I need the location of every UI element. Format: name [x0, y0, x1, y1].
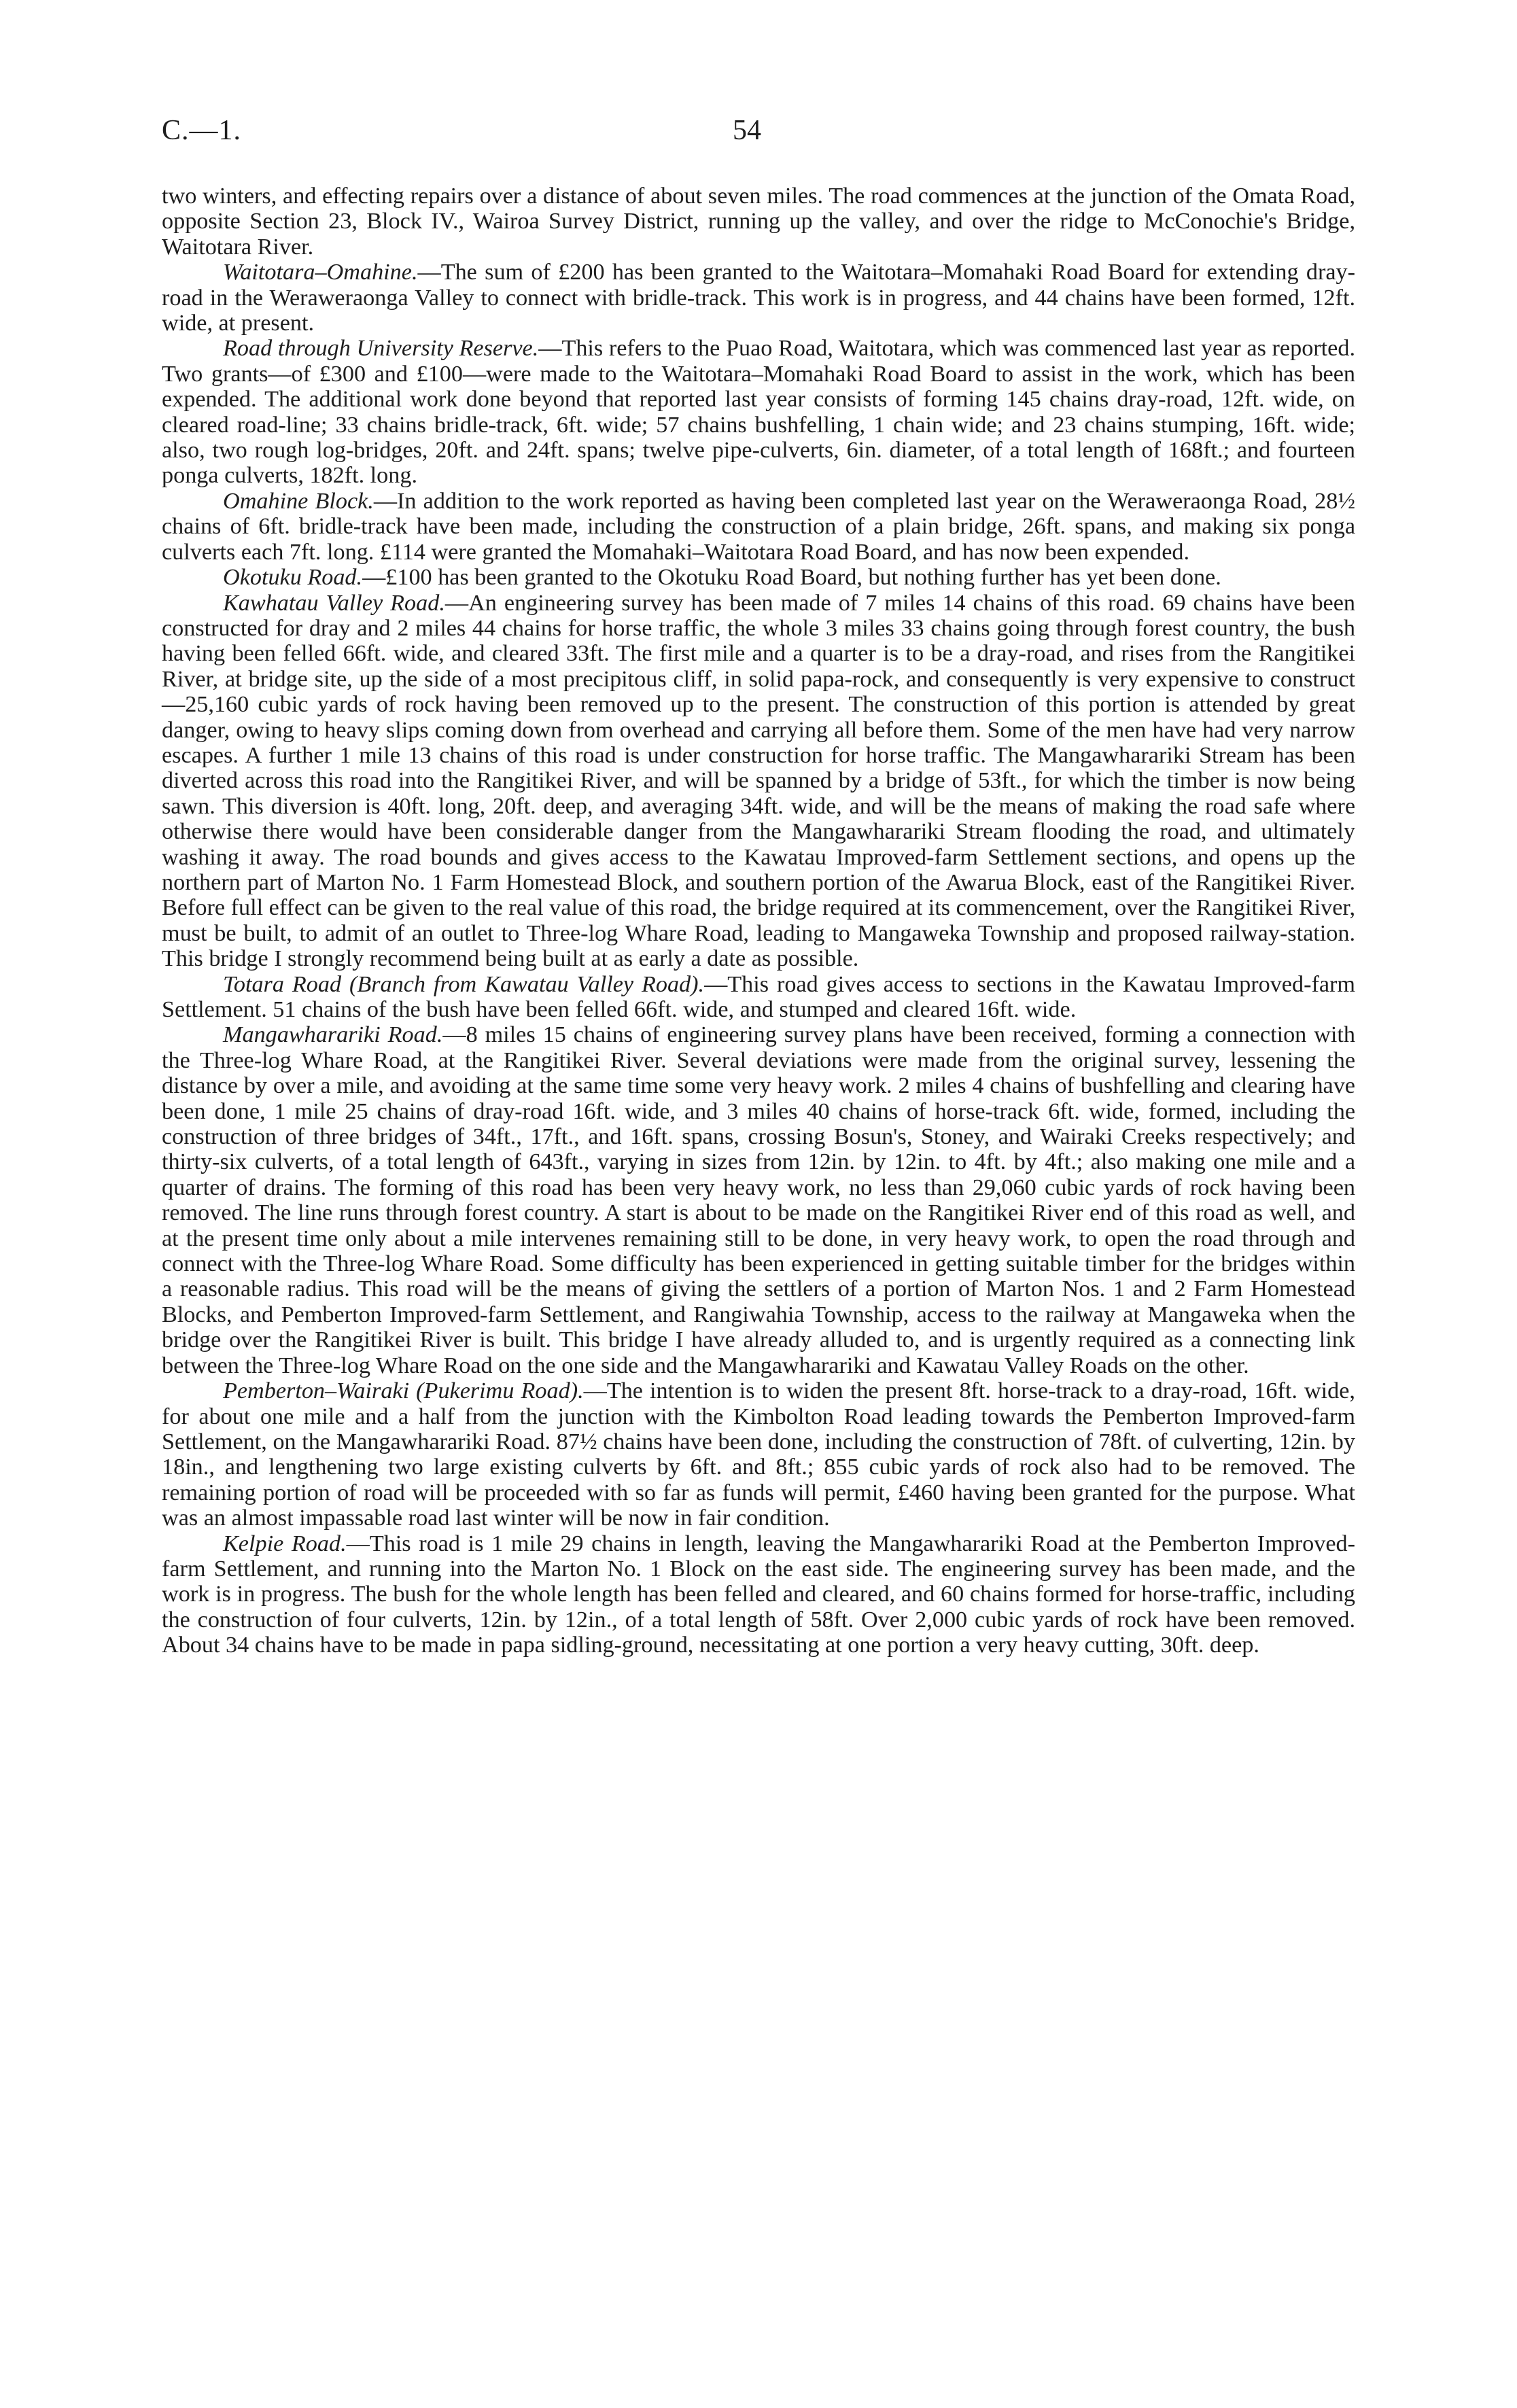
paragraph-text: —This refers to the Puao Road, Waitotara, which was commenced last year as reported. Two grants—of £300 and £100—were made to the Waitotara–Momahaki Road Board to assist in the work, which has been expended. The additional work done beyond that reported last year consists of forming 145 chains dray-road, 12ft. wide, on cleared road-line; 33 chains bridle-track, 6ft. wide; 57 chains bushfelling, 1 chain wide; and 23 chains stumping, 16ft. wide; also, two rough log-bridges, 20ft. and 24ft. spans; twelve pipe-culverts, 6in. diameter, of a total length of 168ft.; and fourteen ponga culverts, 182ft. long.	[162, 336, 1355, 489]
running-head	[162, 114, 1355, 155]
paragraph-okotuku-road	[162, 565, 1355, 590]
paragraph-text: —The intention is to widen the present 8ft. horse-track to a dray-road, 16ft. wide, for about one mile and a half from the junction with the Kimbolton Road leading towards the Pemberton Improved-farm Settlement, on the Mangawharariki Road. 87½ chains have been done, including the construction of 78ft. of culverting, 12in. by 18in., and lengthening two large existing culverts by 6ft. and 8ft.; 855 cubic yards of rock also had to be removed. The remaining portion of road will be proceeded with so far as funds will permit, £460 having been granted for the purpose. What was an almost impassable road last winter will be now in fair condition.	[162, 1378, 1355, 1531]
paragraph-text: —In addition to the work reported as having been completed last year on the Weraweraonga Road, 28½ chains of 6ft. bridle-track have been made, including the construction of a plain bridge, 26ft. spans, and making six ponga culverts each 7ft. long. £114 were granted the Momahaki–Waitotara Road Board, and has now been expended.	[162, 488, 1356, 565]
paragraph-heading: Okotuku Road.	[223, 565, 363, 591]
paragraph-pemberton-wairaki	[162, 1378, 1355, 1531]
paragraph-omahine-block	[162, 489, 1355, 565]
paragraph-kelpie-road	[162, 1531, 1355, 1658]
report-body	[162, 184, 1355, 1658]
paragraph-text: —An engineering survey has been made of 7 miles 14 chains of this road. 69 chains have been constructed for dray and 2 miles 44 chains for horse traffic, the whole 3 miles 33 chains going through forest country, the bush having been felled 66ft. wide, and cleared 33ft. The first mile and a quarter is to be a dray-road, and rises from the Rangitikei River, at bridge site, up the side of a most precipitous cliff, in solid papa-rock, and consequently is very expensive to construct—25,160 cubic yards of rock having been removed up to the present. The construction of this portion is attended by great danger, owing to heavy slips coming down from overhead and carrying all before them. Some of the men have had very narrow escapes. A further 1 mile 13 chains of this road is under construction for horse traffic. The Mangawharariki Stream has been diverted across this road into the Rangitikei River, and will be spanned by a bridge of 53ft., for which the timber is now being sawn. This diversion is 40ft. long, 20ft. deep, and averaging 34ft. wide, and will be the means of making the road safe where otherwise there would have been considerable danger from the Mangawharariki Stream flooding the road, and ultimately washing it away. The road bounds and gives access to the Kawatau Improved-farm Settlement sections, and opens up the northern part of Marton No. 1 Farm Homestead Block, and southern portion of the Awarua Block, east of the Rangitikei River. Before full effect can be given to the real value of this road, the bridge required at its commencement, over the Rangitikei River, must be built, to admit of an outlet to Three-log Whare Road, leading to Mangaweka Township and proposed railway-station. This bridge I strongly recommend being built at as early a date as possible.	[162, 590, 1355, 972]
paragraph-heading: Mangawharariki Road.	[223, 1022, 443, 1048]
paragraph-totara-road	[162, 972, 1355, 1023]
paragraph-text: —This road is 1 mile 29 chains in length, leaving the Mangawharariki Road at the Pemberton Improved-farm Settlement, and running into the Marton No. 1 Block on the east side. The engineering survey has been made, and the work is in progress. The bush for the whole length has been felled and cleared, and 60 chains formed for horse-traffic, including the construction of four culverts, 12in. by 12in., of a total length of 58ft. Over 2,000 cubic yards of rock have been removed. About 34 chains have to be made in papa sidling-ground, necessitating at one portion a very heavy cutting, 30ft. deep.	[162, 1531, 1356, 1658]
paragraph-mangawharariki-road	[162, 1022, 1355, 1378]
paragraph-heading: Omahine Block.	[223, 488, 374, 514]
paragraph-university-reserve	[162, 336, 1355, 488]
paragraph-heading: Pemberton–Wairaki (Pukerimu Road).	[223, 1378, 584, 1404]
paragraph-text: —£100 has been granted to the Okotuku Road Board, but nothing further has yet been done.	[362, 565, 1221, 591]
paragraph-heading: Totara Road (Branch from Kawatau Valley Road).	[223, 971, 705, 997]
paragraph-text: —8 miles 15 chains of engineering survey plans have been received, forming a connection with the Three-log Whare Road, at the Rangitikei River. Several deviations were made from the original survey, lessening the distance by over a mile, and avoiding at the same time some very heavy work. 2 miles 4 chains of bushfelling and clearing have been done, 1 mile 25 chains of dray-road 16ft. wide, and 3 miles 40 chains of horse-track 6ft. wide, formed, including the construction of three bridges of 34ft., 17ft., and 16ft. spans, crossing Bosun's, Stoney, and Wairaki Creeks respectively; and thirty-six culverts, of a total length of 643ft., varying in sizes from 12in. by 12in. to 4ft. by 4ft.; also making one mile and a quarter of drains. The forming of this road has been very heavy work, no less than 29,060 cubic yards of rock having been removed. The line runs through forest country. A start is about to be made on the Rangitikei River end of this road as well, and at the present time only about a mile intervenes remaining still to be done, in very heavy work, to open the road through and connect with the Three-log Whare Road. Some difficulty has been experienced in getting suitable timber for the bridges within a reasonable radius. This road will be the means of giving the settlers of a portion of Marton Nos. 1 and 2 Farm Homestead Blocks, and Pemberton Improved-farm Settlement, and Rangiwahia Township, access to the railway at Mangaweka when the bridge over the Rangitikei River is built. This bridge I have already alluded to, and is urgently required as a connecting link between the Three-log Whare Road on the one side and the Mangawharariki and Kawatau Valley Roads on the other.	[162, 1022, 1355, 1378]
paragraph-text: two winters, and effecting repairs over a distance of about seven miles. The road commences at the junction of the Omata Road, opposite Section 23, Block IV., Wairoa Survey District, running up the valley, and over the ridge to McConochie's Bridge, Waitotara River.	[162, 184, 1355, 260]
paragraph-heading: Kawhatau Valley Road.	[223, 590, 445, 616]
paragraph-continuation	[162, 184, 1355, 260]
paragraph-text: —This road gives access to sections in the Kawatau Improved-farm Settlement. 51 chains of the bush have been felled 66ft. wide, and stumped and cleared 16ft. wide.	[162, 971, 1355, 1022]
paragraph-waitotara-omahine	[162, 260, 1355, 336]
paragraph-heading: Road through University Reserve.	[223, 336, 539, 362]
paragraph-text: —The sum of £200 has been granted to the Waitotara–Momahaki Road Board for extending dray-road in the Weraweraonga Valley to connect with bridle-track. This work is in progress, and 44 chains have been formed, 12ft. wide, at present.	[162, 260, 1355, 336]
paragraph-heading: Kelpie Road.	[223, 1531, 347, 1556]
paragraph-heading: Waitotara–Omahine.	[223, 260, 418, 285]
paragraph-kawhatau-valley-road	[162, 591, 1355, 972]
document-reference: C.—1.	[162, 115, 242, 146]
page-number: 54	[733, 115, 761, 146]
